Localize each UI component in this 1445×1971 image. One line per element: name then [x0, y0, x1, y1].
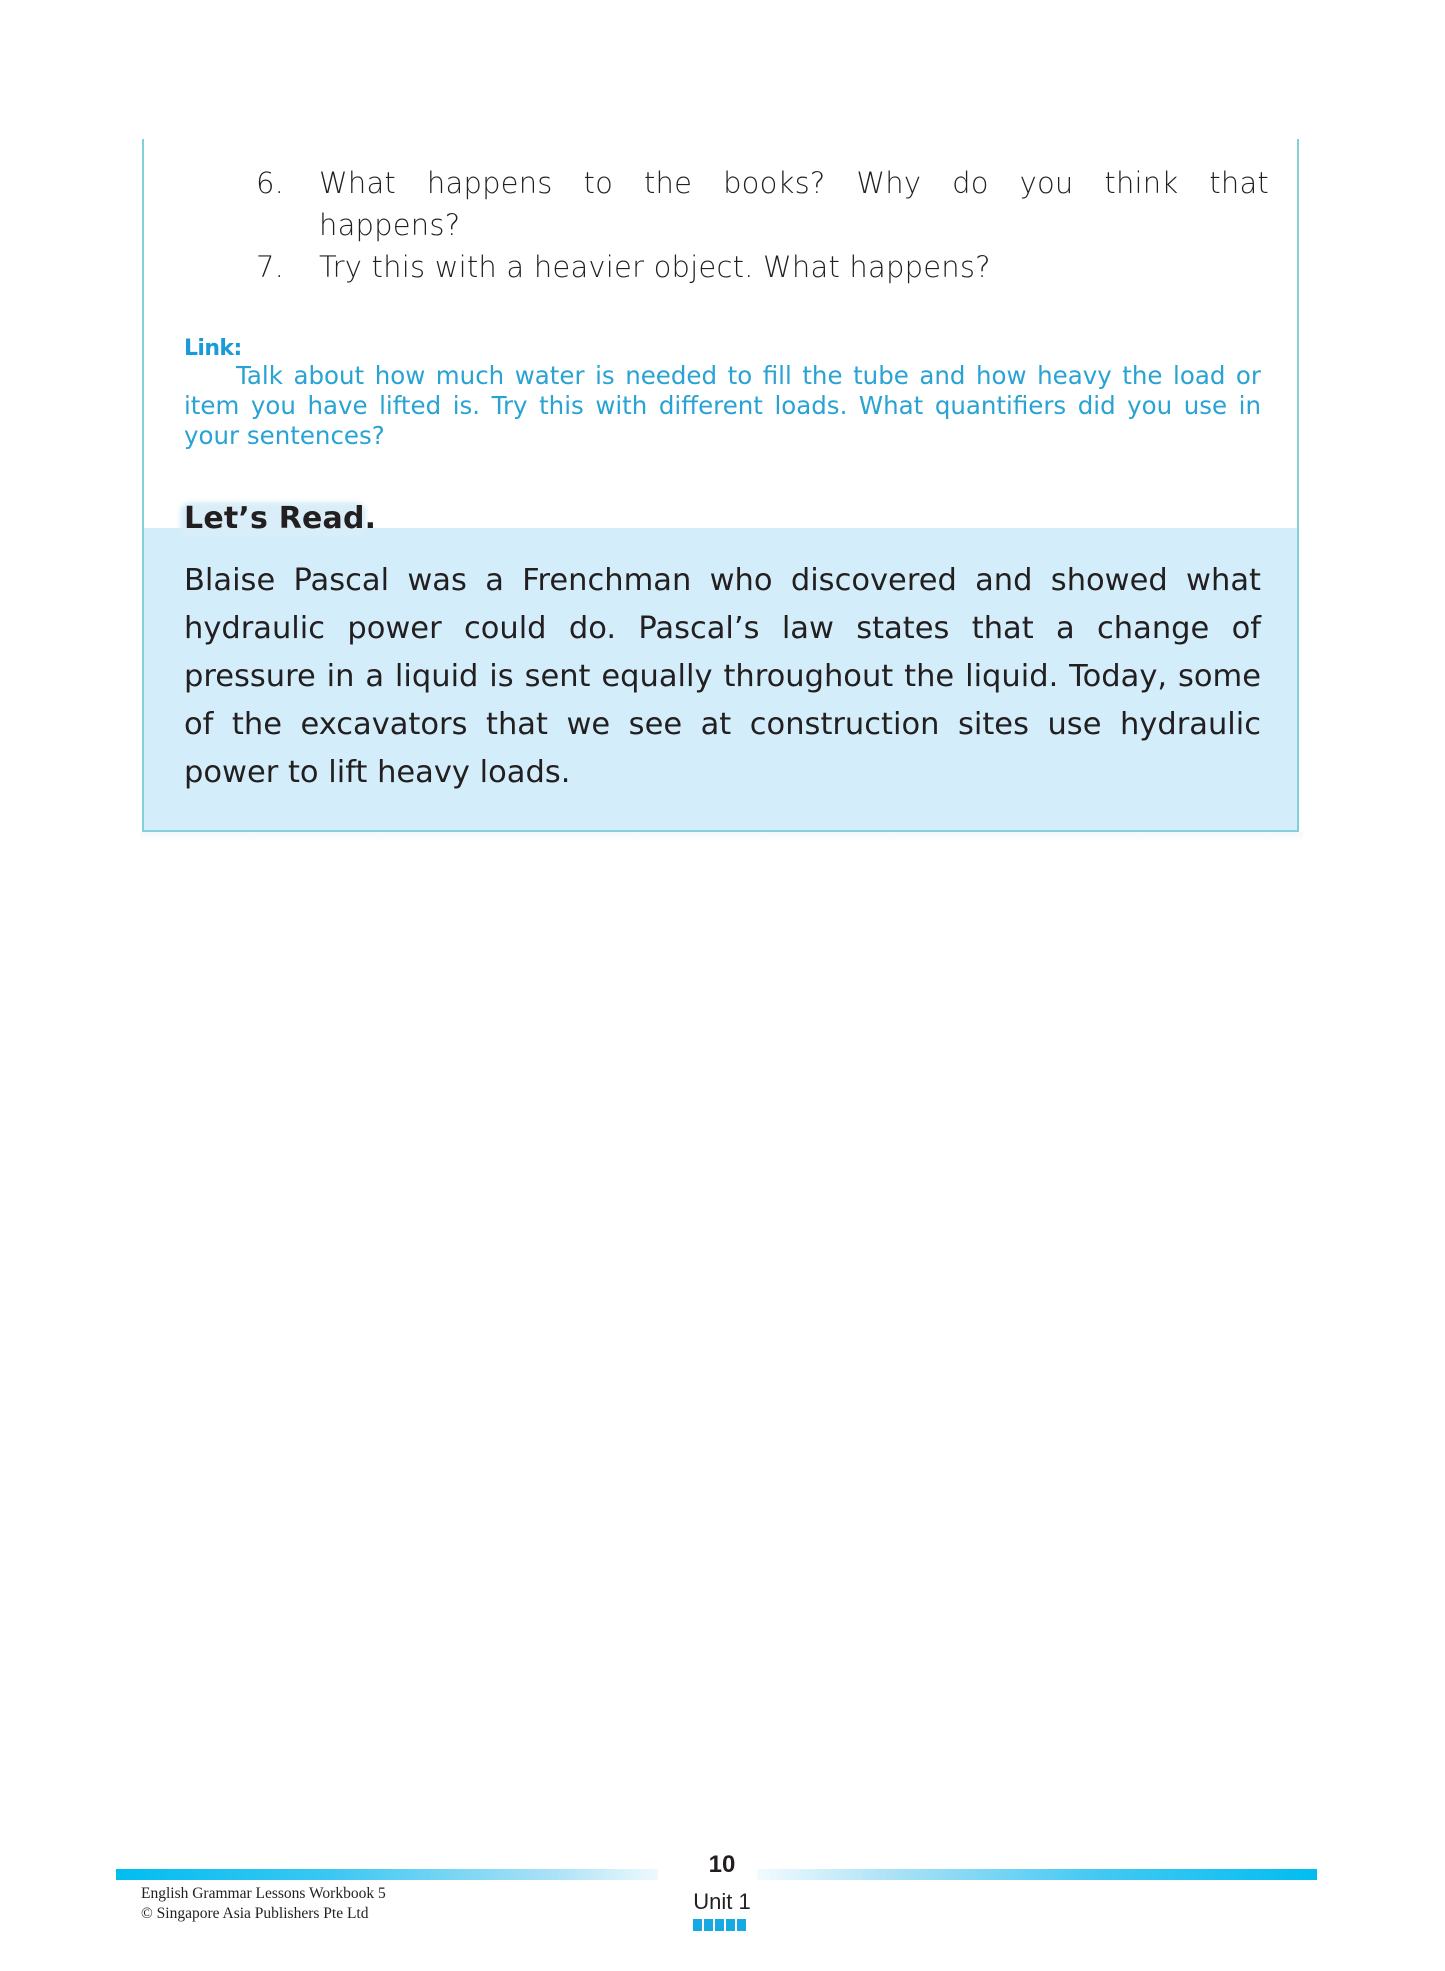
square-icon — [704, 1919, 713, 1931]
link-label: Link: — [184, 336, 242, 361]
link-body: Talk about how much water is needed to fill the tube and how heavy the load or item you have lifted is. Try this with different loads. What quantifiers did you use in your sentences? — [184, 361, 1261, 450]
footer-bar-right — [757, 1869, 1317, 1880]
footer-credits — [141, 1884, 386, 1924]
unit-label: Unit 1 — [693, 1889, 751, 1914]
question-text: Try this with a heavier object. What happens? — [319, 250, 991, 284]
square-icon — [737, 1919, 746, 1931]
question-number: 7. — [256, 250, 285, 284]
lets-read-body: Blaise Pascal was a Frenchman who discovered and showed what hydraulic power could do. Pascal’s law states that a change of pressure in a liquid is sent equally throughout the liquid. Today, some of the excavators that we see at construction sites use hydraulic power to lift heavy loads. — [184, 563, 1261, 790]
book-title: English Grammar Lessons Workbook 5 — [141, 1885, 386, 1902]
copyright: © Singapore Asia Publishers Pte Ltd — [141, 1905, 369, 1922]
question-text: What happens to the books? Why do you think that happens? — [319, 166, 1269, 242]
footer-bar-left — [116, 1869, 658, 1880]
activity-box — [142, 139, 1299, 832]
page-number: 10 — [708, 1851, 736, 1878]
unit-indicator-squares — [693, 1919, 746, 1931]
question-number: 6. — [256, 166, 285, 200]
square-icon — [693, 1919, 702, 1931]
lets-read-title: Let’s Read. — [184, 501, 377, 536]
box-shadow — [140, 832, 1303, 842]
question-7 — [256, 246, 1266, 291]
square-icon — [726, 1919, 735, 1931]
question-6 — [256, 162, 1269, 252]
square-icon — [715, 1919, 724, 1931]
